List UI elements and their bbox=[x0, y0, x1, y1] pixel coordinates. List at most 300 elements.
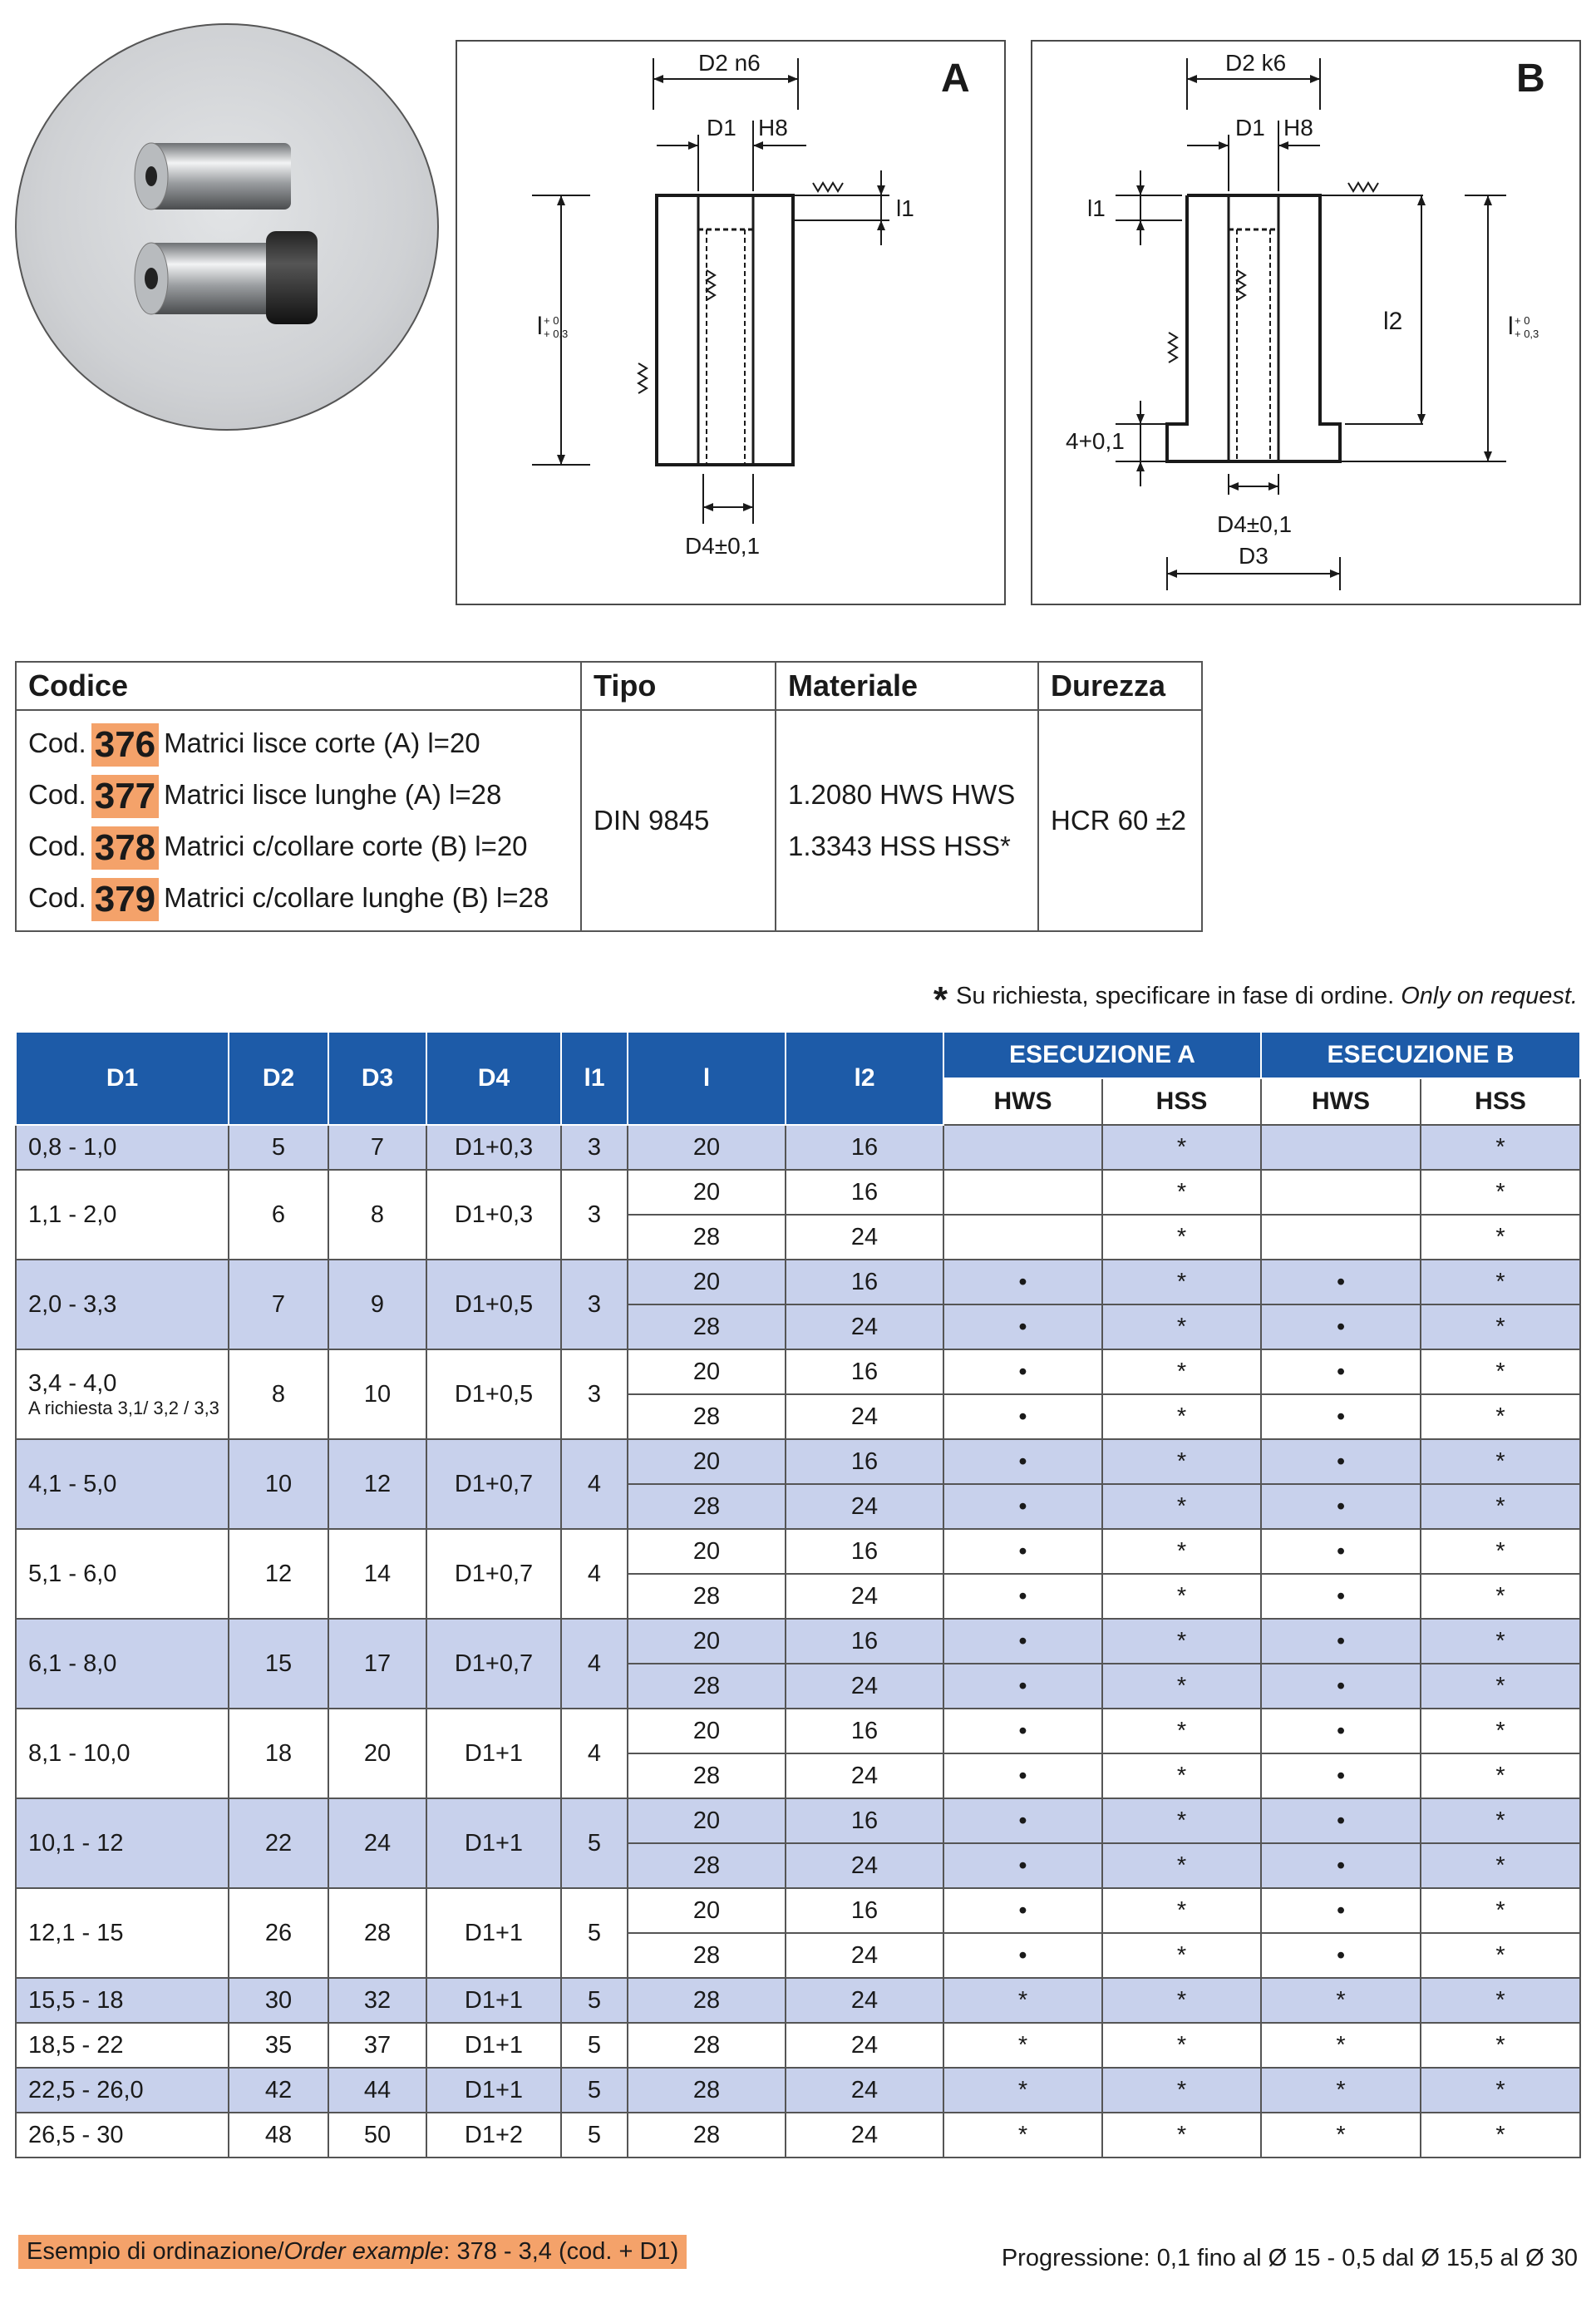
l2-cell: 24 bbox=[786, 1304, 943, 1349]
d4-cell: D1+1 bbox=[426, 1709, 561, 1798]
a-hws-cell bbox=[943, 1215, 1102, 1260]
order-example bbox=[18, 2235, 687, 2269]
col-l1: l1 bbox=[561, 1032, 628, 1125]
l-cell: 28 bbox=[628, 1843, 786, 1888]
l2-cell: 24 bbox=[786, 1843, 943, 1888]
d1-note: A richiesta 3,1/ 3,2 / 3,3 bbox=[28, 1397, 219, 1418]
table-row bbox=[16, 1619, 1580, 1664]
l-cell: 28 bbox=[628, 1753, 786, 1798]
l2-cell: 16 bbox=[786, 1260, 943, 1304]
d4-cell: D1+1 bbox=[426, 2068, 561, 2113]
d1-label: D1 bbox=[707, 115, 736, 141]
d1-range: 0,8 - 1,0 bbox=[28, 1133, 117, 1161]
l-tol-upper: + 0 bbox=[1515, 314, 1530, 327]
l1-cell: 4 bbox=[561, 1439, 628, 1529]
d3-cell: 37 bbox=[328, 2023, 426, 2068]
a-hws-cell: • bbox=[943, 1798, 1102, 1843]
a-hws-cell: • bbox=[943, 1529, 1102, 1574]
b-hss-cell: * bbox=[1421, 1170, 1580, 1215]
d2-cell: 6 bbox=[229, 1170, 328, 1260]
l-cell: 20 bbox=[628, 1888, 786, 1933]
d4-cell: D1+1 bbox=[426, 1798, 561, 1888]
d4-cell: D1+0,5 bbox=[426, 1349, 561, 1439]
a-hws-cell: • bbox=[943, 1260, 1102, 1304]
d3-cell: 44 bbox=[328, 2068, 426, 2113]
b-hss-cell: * bbox=[1421, 1304, 1580, 1349]
l-cell: 20 bbox=[628, 1798, 786, 1843]
d3-label: D3 bbox=[1239, 543, 1268, 569]
l-cell: 28 bbox=[628, 1394, 786, 1439]
col-b-hws: HWS bbox=[1261, 1078, 1421, 1125]
l-cell: 28 bbox=[628, 1215, 786, 1260]
table-row bbox=[16, 2113, 1580, 2158]
d2-cell: 42 bbox=[229, 2068, 328, 2113]
d1-cell bbox=[16, 1125, 229, 1170]
progression-note: Progressione: 0,1 fino al Ø 15 - 0,5 dal Ø 15,5 al Ø 30 bbox=[1001, 2245, 1578, 2271]
code-table bbox=[15, 661, 1203, 932]
request-note bbox=[933, 979, 1578, 1021]
code-line bbox=[28, 821, 569, 872]
l1-cell: 3 bbox=[561, 1170, 628, 1260]
d2-cell: 48 bbox=[229, 2113, 328, 2158]
dimensions-table bbox=[15, 1031, 1581, 2158]
header-codice: Codice bbox=[16, 662, 581, 710]
a-hws-cell: • bbox=[943, 1304, 1102, 1349]
a-hws-cell: * bbox=[943, 2023, 1102, 2068]
d1-cell bbox=[16, 2023, 229, 2068]
a-hss-cell: * bbox=[1102, 1170, 1261, 1215]
a-hss-cell: * bbox=[1102, 1529, 1261, 1574]
diagram-a-letter: A bbox=[941, 57, 970, 101]
a-hws-cell bbox=[943, 1170, 1102, 1215]
a-hss-cell: * bbox=[1102, 1619, 1261, 1664]
order-example-prefix: Esempio di ordinazione/ bbox=[27, 2238, 284, 2265]
b-hws-cell: • bbox=[1261, 1798, 1421, 1843]
d3-cell: 14 bbox=[328, 1529, 426, 1619]
col-d2: D2 bbox=[229, 1032, 328, 1125]
d1-cell bbox=[16, 1260, 229, 1349]
b-hss-cell: * bbox=[1421, 1574, 1580, 1619]
code-number: 378 bbox=[91, 826, 159, 870]
a-hws-cell: • bbox=[943, 1484, 1102, 1529]
l2-cell: 16 bbox=[786, 1798, 943, 1843]
d1-cell bbox=[16, 2113, 229, 2158]
a-hss-cell: * bbox=[1102, 1798, 1261, 1843]
d2-cell: 7 bbox=[229, 1260, 328, 1349]
a-hss-cell: * bbox=[1102, 1933, 1261, 1978]
code-desc: Matrici c/collare lunghe (B) l=28 bbox=[164, 882, 549, 913]
b-hws-cell: * bbox=[1261, 1978, 1421, 2023]
table-row bbox=[16, 2068, 1580, 2113]
d2-cell: 12 bbox=[229, 1529, 328, 1619]
materiale-cell bbox=[776, 710, 1038, 931]
d3-cell: 10 bbox=[328, 1349, 426, 1439]
d1-range: 26,5 - 30 bbox=[28, 2121, 124, 2148]
header-tipo: Tipo bbox=[581, 662, 776, 710]
d1-cell bbox=[16, 1529, 229, 1619]
b-hss-cell: * bbox=[1421, 1664, 1580, 1709]
d1-cell bbox=[16, 1170, 229, 1260]
d1-cell bbox=[16, 1439, 229, 1529]
l-tol-lower: + 0,3 bbox=[1515, 328, 1539, 340]
col-a-hws: HWS bbox=[943, 1078, 1102, 1125]
l2-cell: 16 bbox=[786, 1529, 943, 1574]
l-cell: 20 bbox=[628, 1529, 786, 1574]
l-cell: 28 bbox=[628, 2068, 786, 2113]
d3-cell: 9 bbox=[328, 1260, 426, 1349]
d4-cell: D1+0,3 bbox=[426, 1125, 561, 1170]
l-label: l bbox=[537, 313, 543, 340]
a-hws-cell: * bbox=[943, 2068, 1102, 2113]
d3-cell: 12 bbox=[328, 1439, 426, 1529]
l2-cell: 24 bbox=[786, 1978, 943, 2023]
l1-cell: 5 bbox=[561, 1798, 628, 1888]
l2-label: l2 bbox=[1383, 308, 1403, 335]
code-desc: Matrici lisce lunghe (A) l=28 bbox=[164, 779, 502, 810]
d1-range: 12,1 - 15 bbox=[28, 1919, 124, 1946]
a-hss-cell: * bbox=[1102, 1349, 1261, 1394]
l-cell: 28 bbox=[628, 2113, 786, 2158]
l1-cell: 4 bbox=[561, 1529, 628, 1619]
table-row bbox=[16, 1260, 1580, 1304]
l2-cell: 24 bbox=[786, 2113, 943, 2158]
l2-cell: 24 bbox=[786, 1215, 943, 1260]
d4-label: D4±0,1 bbox=[1217, 511, 1293, 537]
l-cell: 28 bbox=[628, 1304, 786, 1349]
l-cell: 28 bbox=[628, 1484, 786, 1529]
b-hss-cell: * bbox=[1421, 1260, 1580, 1304]
code-line bbox=[28, 769, 569, 821]
note-italic: Only on request. bbox=[1401, 983, 1578, 1009]
a-hss-cell: * bbox=[1102, 1888, 1261, 1933]
h8-label: H8 bbox=[1283, 115, 1313, 141]
table-row bbox=[16, 1170, 1580, 1215]
d3-cell: 50 bbox=[328, 2113, 426, 2158]
code-number: 377 bbox=[91, 775, 159, 818]
d2-cell: 5 bbox=[229, 1125, 328, 1170]
d4-cell: D1+0,3 bbox=[426, 1170, 561, 1260]
b-hss-cell: * bbox=[1421, 1843, 1580, 1888]
d1-cell bbox=[16, 2068, 229, 2113]
l2-cell: 16 bbox=[786, 1349, 943, 1394]
l2-cell: 24 bbox=[786, 1484, 943, 1529]
b-hws-cell bbox=[1261, 1125, 1421, 1170]
b-hss-cell: * bbox=[1421, 1484, 1580, 1529]
l1-cell: 3 bbox=[561, 1125, 628, 1170]
diagram-b bbox=[1031, 40, 1581, 605]
a-hss-cell: * bbox=[1102, 1394, 1261, 1439]
code-prefix: Cod. bbox=[28, 727, 86, 758]
materiale-line: 1.2080 HWS HWS bbox=[788, 779, 1016, 810]
a-hws-cell: • bbox=[943, 1619, 1102, 1664]
l1-cell: 3 bbox=[561, 1349, 628, 1439]
b-hws-cell: * bbox=[1261, 2068, 1421, 2113]
code-table-row bbox=[16, 710, 1202, 931]
a-hss-cell: * bbox=[1102, 1709, 1261, 1753]
d4-label: D4±0,1 bbox=[685, 533, 761, 559]
a-hss-cell: * bbox=[1102, 1125, 1261, 1170]
order-example-italic: Order example bbox=[283, 2238, 444, 2265]
l-cell: 20 bbox=[628, 1709, 786, 1753]
l2-cell: 16 bbox=[786, 1888, 943, 1933]
l1-label: l1 bbox=[896, 195, 914, 221]
l2-cell: 24 bbox=[786, 1933, 943, 1978]
d2-cell: 26 bbox=[229, 1888, 328, 1978]
a-hws-cell: • bbox=[943, 1349, 1102, 1394]
d1-cell bbox=[16, 1798, 229, 1888]
a-hws-cell: • bbox=[943, 1709, 1102, 1753]
d2-cell: 18 bbox=[229, 1709, 328, 1798]
b-hws-cell: • bbox=[1261, 1709, 1421, 1753]
d4-cell: D1+1 bbox=[426, 1888, 561, 1978]
d1-cell bbox=[16, 1349, 229, 1439]
d3-cell: 20 bbox=[328, 1709, 426, 1798]
b-hws-cell: • bbox=[1261, 1933, 1421, 1978]
diagram-b-letter: B bbox=[1516, 57, 1545, 101]
col-esecuzione-b: ESECUZIONE B bbox=[1261, 1032, 1580, 1078]
l-tol-lower: + 0,3 bbox=[544, 328, 569, 340]
a-hws-cell: • bbox=[943, 1888, 1102, 1933]
a-hws-cell: • bbox=[943, 1394, 1102, 1439]
b-hws-cell bbox=[1261, 1215, 1421, 1260]
l-cell: 20 bbox=[628, 1125, 786, 1170]
col-d4: D4 bbox=[426, 1032, 561, 1125]
table-row bbox=[16, 1978, 1580, 2023]
b-hws-cell: * bbox=[1261, 2113, 1421, 2158]
a-hws-cell: * bbox=[943, 1978, 1102, 2023]
l2-cell: 16 bbox=[786, 1125, 943, 1170]
l-cell: 20 bbox=[628, 1439, 786, 1484]
b-hss-cell: * bbox=[1421, 1753, 1580, 1798]
diagram-a-drawing bbox=[457, 42, 1007, 607]
materiale-line: 1.3343 HSS HSS* bbox=[788, 831, 1011, 861]
b-hss-cell: * bbox=[1421, 1394, 1580, 1439]
b-hws-cell: • bbox=[1261, 1888, 1421, 1933]
b-hws-cell: • bbox=[1261, 1260, 1421, 1304]
diagram-b-drawing bbox=[1032, 42, 1583, 607]
b-hws-cell: • bbox=[1261, 1664, 1421, 1709]
b-hws-cell: • bbox=[1261, 1484, 1421, 1529]
d2-label: D2 n6 bbox=[698, 50, 761, 76]
l2-cell: 16 bbox=[786, 1170, 943, 1215]
tipo-cell: DIN 9845 bbox=[581, 710, 776, 931]
d1-range: 5,1 - 6,0 bbox=[28, 1560, 117, 1587]
d4-cell: D1+2 bbox=[426, 2113, 561, 2158]
l2-cell: 24 bbox=[786, 2068, 943, 2113]
table-header-row bbox=[16, 1032, 1580, 1078]
d1-cell bbox=[16, 1978, 229, 2023]
code-prefix: Cod. bbox=[28, 779, 86, 810]
b-hss-cell: * bbox=[1421, 1619, 1580, 1664]
a-hss-cell: * bbox=[1102, 1484, 1261, 1529]
table-body bbox=[16, 1125, 1580, 2158]
col-b-hss: HSS bbox=[1421, 1078, 1580, 1125]
a-hss-cell: * bbox=[1102, 1753, 1261, 1798]
l1-cell: 4 bbox=[561, 1709, 628, 1798]
a-hws-cell: • bbox=[943, 1933, 1102, 1978]
b-hws-cell: • bbox=[1261, 1304, 1421, 1349]
l2-cell: 24 bbox=[786, 1394, 943, 1439]
table-row bbox=[16, 1529, 1580, 1574]
b-hss-cell: * bbox=[1421, 1709, 1580, 1753]
b-hws-cell: * bbox=[1261, 2023, 1421, 2068]
b-hws-cell: • bbox=[1261, 1619, 1421, 1664]
d3-cell: 28 bbox=[328, 1888, 426, 1978]
a-hss-cell: * bbox=[1102, 2023, 1261, 2068]
b-hss-cell: * bbox=[1421, 1978, 1580, 2023]
d1-range: 22,5 - 26,0 bbox=[28, 2076, 144, 2103]
l2-cell: 16 bbox=[786, 1709, 943, 1753]
b-hss-cell: * bbox=[1421, 1215, 1580, 1260]
l-cell: 28 bbox=[628, 2023, 786, 2068]
code-table-header bbox=[16, 662, 1202, 710]
l-cell: 20 bbox=[628, 1260, 786, 1304]
header-durezza: Durezza bbox=[1038, 662, 1202, 710]
table-row bbox=[16, 1798, 1580, 1843]
d2-cell: 30 bbox=[229, 1978, 328, 2023]
d2-cell: 35 bbox=[229, 2023, 328, 2068]
col-l: l bbox=[628, 1032, 786, 1125]
d1-cell bbox=[16, 1709, 229, 1798]
b-hss-cell: * bbox=[1421, 2023, 1580, 2068]
b-hws-cell bbox=[1261, 1170, 1421, 1215]
note-text: Su richiesta, specificare in fase di ordine. bbox=[956, 983, 1395, 1009]
b-hws-cell: • bbox=[1261, 1574, 1421, 1619]
a-hss-cell: * bbox=[1102, 1843, 1261, 1888]
b-hss-cell: * bbox=[1421, 1798, 1580, 1843]
code-desc: Matrici c/collare corte (B) l=20 bbox=[164, 831, 528, 861]
col-a-hss: HSS bbox=[1102, 1078, 1261, 1125]
b-hss-cell: * bbox=[1421, 1933, 1580, 1978]
d2-cell: 8 bbox=[229, 1349, 328, 1439]
code-number: 376 bbox=[91, 723, 159, 767]
l-cell: 28 bbox=[628, 1978, 786, 2023]
table-row bbox=[16, 1709, 1580, 1753]
b-hws-cell: • bbox=[1261, 1439, 1421, 1484]
a-hws-cell: • bbox=[943, 1439, 1102, 1484]
d1-range: 1,1 - 2,0 bbox=[28, 1201, 117, 1228]
l-label: l bbox=[1508, 313, 1514, 340]
l1-cell: 5 bbox=[561, 1978, 628, 2023]
l-cell: 20 bbox=[628, 1170, 786, 1215]
header-materiale: Materiale bbox=[776, 662, 1038, 710]
b-hss-cell: * bbox=[1421, 2068, 1580, 2113]
col-d3: D3 bbox=[328, 1032, 426, 1125]
table-row bbox=[16, 1349, 1580, 1394]
order-example-value: : 378 - 3,4 (cod. + D1) bbox=[443, 2238, 679, 2265]
a-hws-cell bbox=[943, 1125, 1102, 1170]
b-hws-cell: • bbox=[1261, 1529, 1421, 1574]
code-list bbox=[16, 710, 581, 931]
table-row bbox=[16, 2023, 1580, 2068]
b-hss-cell: * bbox=[1421, 1529, 1580, 1574]
d3-cell: 8 bbox=[328, 1170, 426, 1260]
a-hws-cell: • bbox=[943, 1574, 1102, 1619]
l-cell: 28 bbox=[628, 1933, 786, 1978]
a-hss-cell: * bbox=[1102, 2113, 1261, 2158]
code-line bbox=[28, 718, 569, 769]
d3-cell: 7 bbox=[328, 1125, 426, 1170]
code-desc: Matrici lisce corte (A) l=20 bbox=[164, 727, 480, 758]
b-hws-cell: • bbox=[1261, 1753, 1421, 1798]
collar-label: 4+0,1 bbox=[1066, 428, 1125, 454]
diagram-a bbox=[456, 40, 1006, 605]
b-hss-cell: * bbox=[1421, 1349, 1580, 1394]
d3-cell: 24 bbox=[328, 1798, 426, 1888]
d4-cell: D1+0,5 bbox=[426, 1260, 561, 1349]
a-hws-cell: • bbox=[943, 1664, 1102, 1709]
b-hws-cell: • bbox=[1261, 1843, 1421, 1888]
table-row bbox=[16, 1125, 1580, 1170]
d1-range: 18,5 - 22 bbox=[28, 2031, 124, 2059]
d3-cell: 17 bbox=[328, 1619, 426, 1709]
l-cell: 28 bbox=[628, 1664, 786, 1709]
a-hss-cell: * bbox=[1102, 1304, 1261, 1349]
a-hss-cell: * bbox=[1102, 1978, 1261, 2023]
l2-cell: 24 bbox=[786, 1753, 943, 1798]
a-hss-cell: * bbox=[1102, 1260, 1261, 1304]
l1-cell: 5 bbox=[561, 2113, 628, 2158]
a-hws-cell: • bbox=[943, 1843, 1102, 1888]
table-row bbox=[16, 1439, 1580, 1484]
l-cell: 28 bbox=[628, 1574, 786, 1619]
code-number: 379 bbox=[91, 878, 159, 921]
l1-cell: 3 bbox=[561, 1260, 628, 1349]
a-hss-cell: * bbox=[1102, 1439, 1261, 1484]
d2-label: D2 k6 bbox=[1225, 50, 1287, 76]
l-tol-upper: + 0 bbox=[544, 314, 559, 327]
d1-range: 6,1 - 8,0 bbox=[28, 1650, 117, 1677]
b-hss-cell: * bbox=[1421, 1888, 1580, 1933]
l1-cell: 5 bbox=[561, 2023, 628, 2068]
d2-cell: 22 bbox=[229, 1798, 328, 1888]
l2-cell: 24 bbox=[786, 1664, 943, 1709]
d1-cell bbox=[16, 1888, 229, 1978]
h8-label: H8 bbox=[758, 115, 788, 141]
a-hss-cell: * bbox=[1102, 1215, 1261, 1260]
asterisk-symbol: * bbox=[933, 979, 948, 1020]
bushings-illustration bbox=[17, 25, 441, 432]
b-hss-cell: * bbox=[1421, 2113, 1580, 2158]
l2-cell: 24 bbox=[786, 1574, 943, 1619]
d1-range: 3,4 - 4,0 bbox=[28, 1369, 117, 1397]
l1-cell: 5 bbox=[561, 2068, 628, 2113]
b-hws-cell: • bbox=[1261, 1394, 1421, 1439]
code-prefix: Cod. bbox=[28, 831, 86, 861]
b-hss-cell: * bbox=[1421, 1439, 1580, 1484]
b-hws-cell: • bbox=[1261, 1349, 1421, 1394]
d2-cell: 10 bbox=[229, 1439, 328, 1529]
l1-label: l1 bbox=[1087, 195, 1106, 221]
d2-cell: 15 bbox=[229, 1619, 328, 1709]
l2-cell: 16 bbox=[786, 1439, 943, 1484]
a-hss-cell: * bbox=[1102, 2068, 1261, 2113]
table-row bbox=[16, 1888, 1580, 1933]
d1-range: 8,1 - 10,0 bbox=[28, 1739, 131, 1767]
d4-cell: D1+1 bbox=[426, 1978, 561, 2023]
d3-cell: 32 bbox=[328, 1978, 426, 2023]
col-d1: D1 bbox=[16, 1032, 229, 1125]
l1-cell: 4 bbox=[561, 1619, 628, 1709]
d4-cell: D1+0,7 bbox=[426, 1439, 561, 1529]
l2-cell: 16 bbox=[786, 1619, 943, 1664]
code-prefix: Cod. bbox=[28, 882, 86, 913]
a-hws-cell: • bbox=[943, 1753, 1102, 1798]
a-hss-cell: * bbox=[1102, 1664, 1261, 1709]
code-line bbox=[28, 872, 569, 924]
d4-cell: D1+1 bbox=[426, 2023, 561, 2068]
d4-cell: D1+0,7 bbox=[426, 1619, 561, 1709]
